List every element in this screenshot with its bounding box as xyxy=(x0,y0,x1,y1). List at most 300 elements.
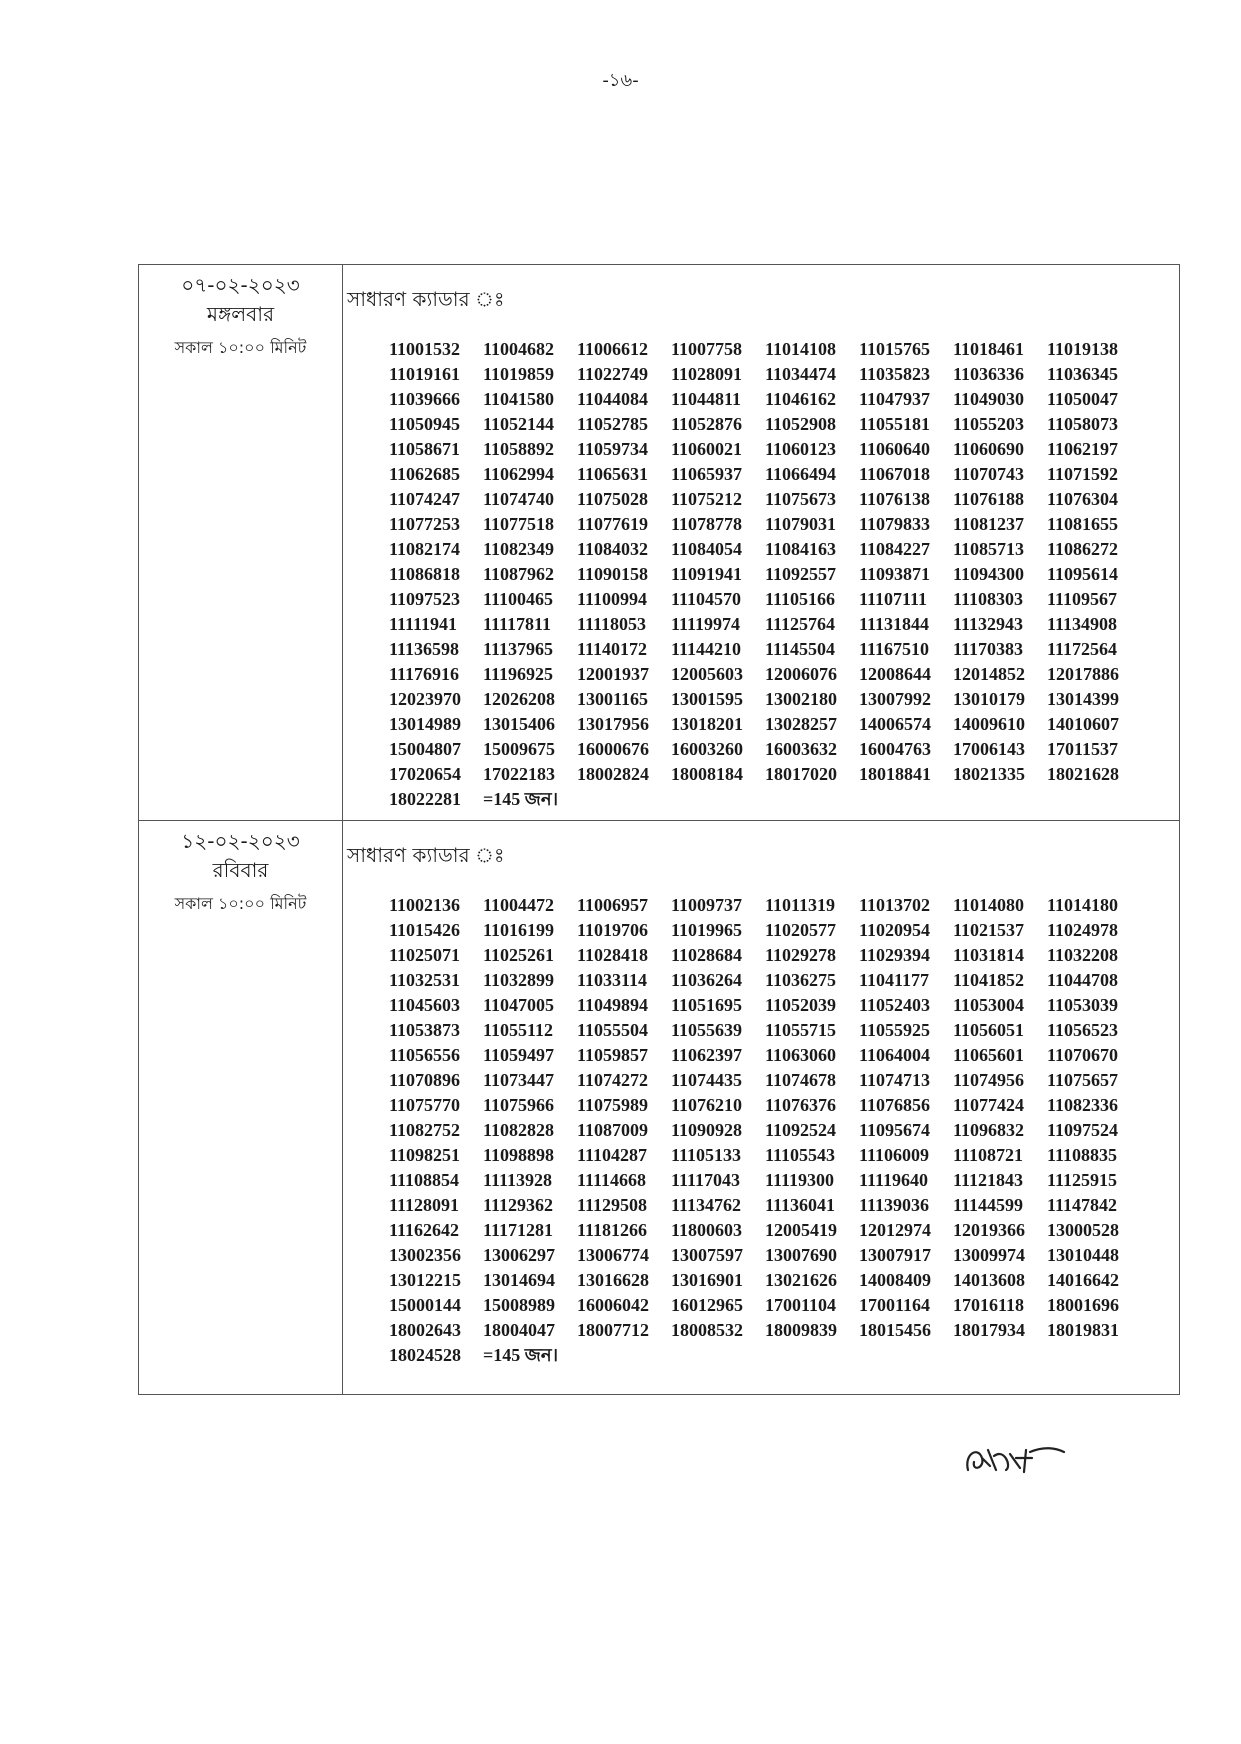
roll-number: 11082349 xyxy=(483,539,555,559)
roll-row xyxy=(389,712,1179,737)
roll-number: 18018841 xyxy=(859,764,931,784)
roll-number: 18015456 xyxy=(859,1320,931,1340)
exam-time: সকাল ১০:০০ মিনিট xyxy=(174,338,307,357)
roll-number: 11031814 xyxy=(953,945,1025,965)
roll-row xyxy=(389,762,1179,787)
roll-number: 11065937 xyxy=(671,464,743,484)
roll-number: 11136041 xyxy=(765,1195,836,1215)
roll-number: 14010607 xyxy=(1047,714,1119,734)
roll-number: 11086272 xyxy=(1047,539,1119,559)
schedule-row xyxy=(139,821,1180,1395)
roll-number: 14013608 xyxy=(953,1270,1025,1290)
roll-number: 18002824 xyxy=(577,764,649,784)
roll-number: 12001937 xyxy=(577,664,649,684)
roll-number: 11084227 xyxy=(859,539,931,559)
roll-row xyxy=(389,1143,1179,1168)
roll-number: 16004763 xyxy=(859,739,931,759)
roll-number: 16006042 xyxy=(577,1295,649,1315)
roll-row xyxy=(389,437,1179,462)
roll-number: 11044708 xyxy=(1047,970,1119,990)
roll-row xyxy=(389,1243,1179,1268)
roll-number: 11059497 xyxy=(483,1045,555,1065)
roll-number: 11167510 xyxy=(859,639,930,659)
roll-row xyxy=(389,1118,1179,1143)
roll-number: 11095614 xyxy=(1047,564,1119,584)
roll-number: 11047937 xyxy=(859,389,931,409)
roll-number: 15000144 xyxy=(389,1295,461,1315)
roll-number: 11055925 xyxy=(859,1020,931,1040)
roll-number: 11082828 xyxy=(483,1120,555,1140)
roll-number: 11144599 xyxy=(953,1195,1024,1215)
roll-number: 16003260 xyxy=(671,739,743,759)
roll-number: 11019138 xyxy=(1047,339,1119,359)
roll-number: 11065601 xyxy=(953,1045,1025,1065)
roll-number: 18017934 xyxy=(953,1320,1025,1340)
roll-row xyxy=(389,1318,1179,1343)
roll-number: 13006297 xyxy=(483,1245,555,1265)
roll-number: 11056523 xyxy=(1047,1020,1119,1040)
roll-row xyxy=(389,1018,1179,1043)
roll-number: 11059857 xyxy=(577,1045,649,1065)
roll-number: 14016642 xyxy=(1047,1270,1119,1290)
roll-number: 11062397 xyxy=(671,1045,743,1065)
roll-number: 13000528 xyxy=(1047,1220,1119,1240)
roll-number: 11032208 xyxy=(1047,945,1119,965)
roll-number: 11039666 xyxy=(389,389,461,409)
roll-number: 11029278 xyxy=(765,945,837,965)
roll-row xyxy=(389,737,1179,762)
roll-number: 11087009 xyxy=(577,1120,649,1140)
roll-number: 12026208 xyxy=(483,689,555,709)
total-count: =145 জন। xyxy=(483,1345,559,1365)
roll-number: 11100994 xyxy=(577,589,648,609)
roll-number: 11062197 xyxy=(1047,439,1119,459)
roll-number: 11051695 xyxy=(671,995,743,1015)
roll-number: 11117043 xyxy=(671,1170,741,1190)
roll-number: 11052785 xyxy=(577,414,649,434)
roll-number: 11134908 xyxy=(1047,614,1118,634)
roll-number: 11119300 xyxy=(765,1170,835,1190)
roll-number: 11144210 xyxy=(671,639,742,659)
roll-number: 11065631 xyxy=(577,464,649,484)
roll-number: 11136598 xyxy=(389,639,460,659)
roll-number: 11033114 xyxy=(577,970,648,990)
roll-number: 11053039 xyxy=(1047,995,1119,1015)
roll-number: 11070896 xyxy=(389,1070,461,1090)
roll-number: 13021626 xyxy=(765,1270,837,1290)
roll-number: 11075673 xyxy=(765,489,837,509)
roll-number: 11108303 xyxy=(953,589,1024,609)
roll-number: 13007917 xyxy=(859,1245,931,1265)
roll-number: 11056051 xyxy=(953,1020,1025,1040)
roll-number: 18002643 xyxy=(389,1320,461,1340)
roll-number: 11100465 xyxy=(483,589,554,609)
roll-number: 11090158 xyxy=(577,564,649,584)
roll-number: 11036275 xyxy=(765,970,837,990)
roll-number: 13014694 xyxy=(483,1270,555,1290)
roll-number: 11075028 xyxy=(577,489,649,509)
total-count: =145 জন। xyxy=(483,789,559,809)
roll-number: 11082752 xyxy=(389,1120,461,1140)
roll-number: 11098898 xyxy=(483,1145,555,1165)
roll-number: 11113928 xyxy=(483,1170,553,1190)
roll-number: 13018201 xyxy=(671,714,743,734)
roll-number: 11014180 xyxy=(1047,895,1119,915)
roll-number: 11028418 xyxy=(577,945,649,965)
roll-number: 11092557 xyxy=(765,564,837,584)
roll-number: 11097523 xyxy=(389,589,461,609)
roll-number: 11076304 xyxy=(1047,489,1119,509)
roll-number: 11097524 xyxy=(1047,1120,1119,1140)
roll-number: 11132943 xyxy=(953,614,1024,634)
roll-number: 11084054 xyxy=(671,539,743,559)
roll-number: 11074247 xyxy=(389,489,461,509)
roll-number: 11104287 xyxy=(577,1145,648,1165)
roll-number: 11147842 xyxy=(1047,1195,1118,1215)
roll-list-cell xyxy=(343,821,1180,1395)
roll-number: 11074740 xyxy=(483,489,555,509)
roll-number: 11078778 xyxy=(671,514,743,534)
roll-number: 11117811 xyxy=(483,614,552,634)
roll-number: 12008644 xyxy=(859,664,931,684)
roll-number: 11020954 xyxy=(859,920,931,940)
roll-number: 11137965 xyxy=(483,639,554,659)
roll-number: 11086818 xyxy=(389,564,461,584)
roll-number: 13012215 xyxy=(389,1270,461,1290)
exam-time: সকাল ১০:০০ মিনিট xyxy=(174,894,307,913)
roll-number: 11006612 xyxy=(577,339,649,359)
roll-row xyxy=(389,587,1179,612)
roll-row xyxy=(389,1193,1179,1218)
roll-number: 18022281 xyxy=(389,789,461,809)
roll-number: 11055504 xyxy=(577,1020,649,1040)
roll-number: 11105133 xyxy=(671,1145,742,1165)
roll-number: 11076138 xyxy=(859,489,931,509)
roll-number: 18001696 xyxy=(1047,1295,1119,1315)
roll-number: 11196925 xyxy=(483,664,554,684)
roll-number: 11118053 xyxy=(577,614,647,634)
total-line xyxy=(389,787,1179,812)
roll-number: 11139036 xyxy=(859,1195,930,1215)
roll-row xyxy=(389,487,1179,512)
roll-row xyxy=(389,637,1179,662)
roll-number: 13014989 xyxy=(389,714,461,734)
exam-day: মঙ্গলবার xyxy=(206,302,275,326)
roll-number: 13007992 xyxy=(859,689,931,709)
roll-number: 11067018 xyxy=(859,464,931,484)
roll-number: 13010448 xyxy=(1047,1245,1119,1265)
roll-number: 11092524 xyxy=(765,1120,837,1140)
roll-number: 11055112 xyxy=(483,1020,554,1040)
roll-number: 18017020 xyxy=(765,764,837,784)
roll-row xyxy=(389,1068,1179,1093)
roll-number: 13002356 xyxy=(389,1245,461,1265)
roll-number: 11011319 xyxy=(765,895,836,915)
roll-number: 11019706 xyxy=(577,920,649,940)
roll-number: 11105543 xyxy=(765,1145,836,1165)
roll-row xyxy=(389,512,1179,537)
roll-number: 11171281 xyxy=(483,1220,554,1240)
roll-number: 11013702 xyxy=(859,895,931,915)
roll-row xyxy=(389,1293,1179,1318)
roll-number: 11034474 xyxy=(765,364,837,384)
roll-number: 11036264 xyxy=(671,970,743,990)
roll-number: 11053004 xyxy=(953,995,1025,1015)
roll-number: 11075657 xyxy=(1047,1070,1119,1090)
roll-row xyxy=(389,943,1179,968)
roll-number: 11096832 xyxy=(953,1120,1025,1140)
roll-number: 11131844 xyxy=(859,614,930,634)
roll-list-cell xyxy=(343,265,1180,821)
cadre-heading: সাধারণ ক্যাডার ঃ xyxy=(347,843,505,867)
roll-number: 13015406 xyxy=(483,714,555,734)
roll-row xyxy=(389,462,1179,487)
roll-number: 13006774 xyxy=(577,1245,649,1265)
roll-row xyxy=(389,1093,1179,1118)
roll-number: 11044811 xyxy=(671,389,742,409)
roll-row xyxy=(389,968,1179,993)
roll-number: 11004682 xyxy=(483,339,555,359)
roll-number: 11047005 xyxy=(483,995,555,1015)
roll-number: 11041177 xyxy=(859,970,930,990)
roll-number: 17016118 xyxy=(953,1295,1025,1315)
roll-number: 12006076 xyxy=(765,664,837,684)
total-line xyxy=(389,1343,1179,1368)
roll-number: 11041580 xyxy=(483,389,555,409)
roll-number: 14008409 xyxy=(859,1270,931,1290)
signature xyxy=(960,1436,1070,1486)
roll-number: 11081655 xyxy=(1047,514,1119,534)
roll-number: 11125764 xyxy=(765,614,836,634)
roll-number: 11077619 xyxy=(577,514,649,534)
roll-number: 13001595 xyxy=(671,689,743,709)
roll-row xyxy=(389,537,1179,562)
roll-number: 11053873 xyxy=(389,1020,461,1040)
roll-number: 11029394 xyxy=(859,945,931,965)
roll-number: 13016901 xyxy=(671,1270,743,1290)
roll-number: 11087962 xyxy=(483,564,555,584)
roll-row xyxy=(389,1268,1179,1293)
exam-date: ০৭-০২-২০২৩ xyxy=(181,273,300,297)
roll-number: 11055639 xyxy=(671,1020,743,1040)
roll-number: 11094300 xyxy=(953,564,1025,584)
roll-number: 11074678 xyxy=(765,1070,837,1090)
roll-number: 11062685 xyxy=(389,464,461,484)
roll-number: 11106009 xyxy=(859,1145,930,1165)
roll-number: 11090928 xyxy=(671,1120,743,1140)
roll-number: 11073447 xyxy=(483,1070,555,1090)
roll-number: 11176916 xyxy=(389,664,460,684)
roll-number: 13028257 xyxy=(765,714,837,734)
roll-number: 11070743 xyxy=(953,464,1025,484)
roll-number: 11055203 xyxy=(953,414,1025,434)
roll-number: 11114668 xyxy=(577,1170,647,1190)
roll-number: 11108721 xyxy=(953,1145,1024,1165)
roll-row xyxy=(389,893,1179,918)
roll-number: 11104570 xyxy=(671,589,742,609)
roll-number: 11066494 xyxy=(765,464,837,484)
roll-number: 11105166 xyxy=(765,589,836,609)
roll-number: 18024528 xyxy=(389,1345,461,1365)
roll-number: 11098251 xyxy=(389,1145,461,1165)
roll-number: 11108835 xyxy=(1047,1145,1118,1165)
roll-number: 11028684 xyxy=(671,945,743,965)
roll-number: 16012965 xyxy=(671,1295,743,1315)
roll-number: 17022183 xyxy=(483,764,555,784)
roll-number: 14006574 xyxy=(859,714,931,734)
exam-date: ১২-০২-২০২৩ xyxy=(181,829,300,853)
roll-number: 11015426 xyxy=(389,920,461,940)
roll-number: 13001165 xyxy=(577,689,649,709)
roll-number: 11095674 xyxy=(859,1120,931,1140)
roll-number: 11004472 xyxy=(483,895,555,915)
roll-number: 13007690 xyxy=(765,1245,837,1265)
roll-row xyxy=(389,362,1179,387)
roll-number: 11025071 xyxy=(389,945,461,965)
roll-number: 13010179 xyxy=(953,689,1025,709)
roll-number: 11075770 xyxy=(389,1095,461,1115)
date-cell xyxy=(139,265,343,821)
roll-number-grid xyxy=(389,893,1179,1368)
roll-number: 11076188 xyxy=(953,489,1025,509)
roll-number: 11084163 xyxy=(765,539,837,559)
roll-number: 11145504 xyxy=(765,639,836,659)
roll-number: 11119640 xyxy=(859,1170,929,1190)
roll-row xyxy=(389,387,1179,412)
roll-number: 11074713 xyxy=(859,1070,931,1090)
roll-number: 16003632 xyxy=(765,739,837,759)
roll-number: 13017956 xyxy=(577,714,649,734)
roll-number: 17011537 xyxy=(1047,739,1119,759)
roll-number: 11077253 xyxy=(389,514,461,534)
roll-number: 13009974 xyxy=(953,1245,1025,1265)
date-cell xyxy=(139,821,343,1395)
roll-number: 11045603 xyxy=(389,995,461,1015)
roll-number: 11024978 xyxy=(1047,920,1119,940)
roll-row xyxy=(389,993,1179,1018)
roll-number: 11109567 xyxy=(1047,589,1118,609)
roll-number: 11014108 xyxy=(765,339,837,359)
roll-number: 11181266 xyxy=(577,1220,648,1240)
roll-number: 11077518 xyxy=(483,514,555,534)
roll-number: 11076376 xyxy=(765,1095,837,1115)
roll-number: 11091941 xyxy=(671,564,743,584)
roll-number: 11050047 xyxy=(1047,389,1119,409)
roll-number: 11075989 xyxy=(577,1095,649,1115)
roll-number: 11052403 xyxy=(859,995,931,1015)
roll-row xyxy=(389,1218,1179,1243)
roll-number: 18021628 xyxy=(1047,764,1119,784)
roll-row xyxy=(389,1168,1179,1193)
roll-number: 11055181 xyxy=(859,414,931,434)
cadre-heading: সাধারণ ক্যাডার ঃ xyxy=(347,287,505,311)
exam-schedule-table xyxy=(138,264,1180,1395)
roll-number: 11021537 xyxy=(953,920,1025,940)
roll-number: 11046162 xyxy=(765,389,837,409)
roll-number: 17006143 xyxy=(953,739,1025,759)
roll-number: 11018461 xyxy=(953,339,1025,359)
roll-number: 11050945 xyxy=(389,414,461,434)
roll-number: 11036345 xyxy=(1047,364,1119,384)
roll-number: 11063060 xyxy=(765,1045,837,1065)
roll-number: 11032899 xyxy=(483,970,555,990)
roll-number: 11060640 xyxy=(859,439,931,459)
roll-row xyxy=(389,612,1179,637)
roll-number: 15009675 xyxy=(483,739,555,759)
roll-number: 11058073 xyxy=(1047,414,1119,434)
roll-number: 11059734 xyxy=(577,439,649,459)
roll-number: 11162642 xyxy=(389,1220,460,1240)
roll-number: 12012974 xyxy=(859,1220,931,1240)
roll-number: 11121843 xyxy=(953,1170,1024,1190)
roll-number: 11060690 xyxy=(953,439,1025,459)
roll-number: 11049030 xyxy=(953,389,1025,409)
roll-number: 11075966 xyxy=(483,1095,555,1115)
roll-number: 11074435 xyxy=(671,1070,743,1090)
roll-number: 18008184 xyxy=(671,764,743,784)
roll-number: 11064004 xyxy=(859,1045,931,1065)
roll-number: 11074272 xyxy=(577,1070,649,1090)
roll-number: 11032531 xyxy=(389,970,461,990)
roll-number: 11014080 xyxy=(953,895,1025,915)
roll-number: 11128091 xyxy=(389,1195,460,1215)
roll-number: 18019831 xyxy=(1047,1320,1119,1340)
roll-number: 11041852 xyxy=(953,970,1025,990)
roll-number: 11800603 xyxy=(671,1220,743,1240)
roll-row xyxy=(389,687,1179,712)
roll-number: 11019161 xyxy=(389,364,461,384)
roll-row xyxy=(389,918,1179,943)
roll-number: 11125915 xyxy=(1047,1170,1118,1190)
roll-number: 12005603 xyxy=(671,664,743,684)
roll-number: 11108854 xyxy=(389,1170,460,1190)
roll-number: 18021335 xyxy=(953,764,1025,784)
roll-number: 11074956 xyxy=(953,1070,1025,1090)
roll-number: 11022749 xyxy=(577,364,649,384)
roll-number: 13014399 xyxy=(1047,689,1119,709)
roll-number: 11093871 xyxy=(859,564,931,584)
roll-number: 17020654 xyxy=(389,764,461,784)
roll-number: 12019366 xyxy=(953,1220,1025,1240)
roll-number: 11129362 xyxy=(483,1195,554,1215)
roll-number: 12017886 xyxy=(1047,664,1119,684)
roll-number: 18004047 xyxy=(483,1320,555,1340)
roll-number: 11134762 xyxy=(671,1195,742,1215)
roll-number: 18008532 xyxy=(671,1320,743,1340)
roll-number: 11172564 xyxy=(1047,639,1118,659)
roll-number: 11019965 xyxy=(671,920,743,940)
roll-number: 11052144 xyxy=(483,414,555,434)
roll-number: 11076856 xyxy=(859,1095,931,1115)
roll-number: 11015765 xyxy=(859,339,931,359)
page-number: -১৬- xyxy=(602,70,639,91)
roll-number-grid xyxy=(389,337,1179,812)
roll-number: 11002136 xyxy=(389,895,461,915)
roll-number: 11060021 xyxy=(671,439,743,459)
roll-number: 12014852 xyxy=(953,664,1025,684)
roll-row xyxy=(389,562,1179,587)
roll-number: 11009737 xyxy=(671,895,743,915)
roll-number: 11060123 xyxy=(765,439,837,459)
roll-number: 15004807 xyxy=(389,739,461,759)
roll-number: 11016199 xyxy=(483,920,555,940)
roll-number: 11007758 xyxy=(671,339,743,359)
roll-number: 11082174 xyxy=(389,539,461,559)
roll-number: 11081237 xyxy=(953,514,1025,534)
roll-number: 11036336 xyxy=(953,364,1025,384)
roll-number: 12023970 xyxy=(389,689,461,709)
roll-number: 11076210 xyxy=(671,1095,743,1115)
